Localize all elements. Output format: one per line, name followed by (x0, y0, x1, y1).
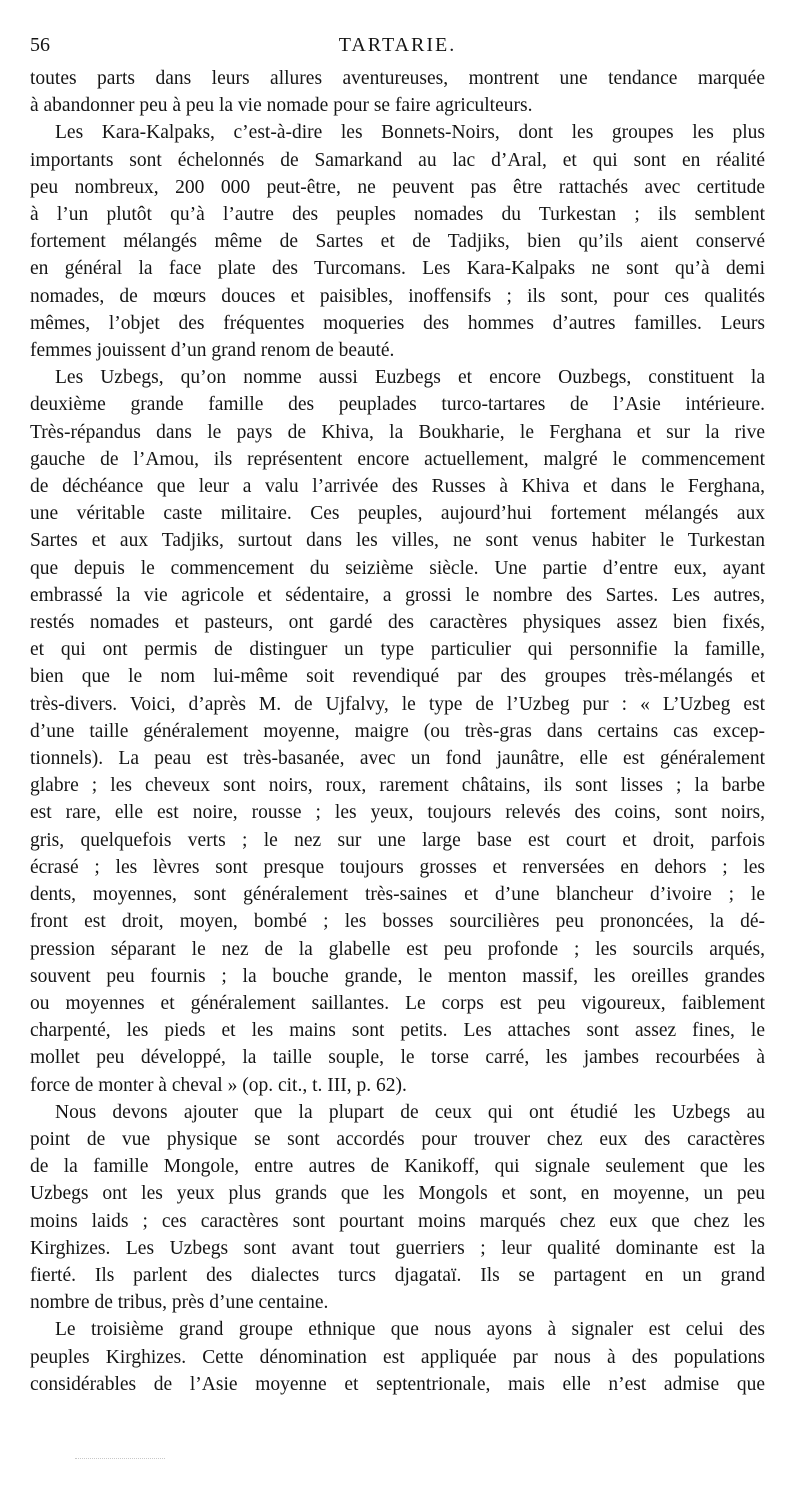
text-line: écrasé ; les lèvres sont presque toujours grosses et renversées en dehors ; les (30, 856, 765, 878)
body-text (30, 65, 765, 1398)
text-line: moins laids ; ces caractères sont pourtant moins marqués chez eux que chez les (30, 1210, 765, 1232)
text-line: que depuis le commencement du seizième siècle. Une partie d’entre eux, ayant (30, 557, 765, 579)
text-line: est rare, elle est noire, rousse ; les yeux, toujours relevés des coins, sont noirs, (30, 802, 765, 824)
text-line: nombre de tribus, près d’une centaine. (30, 1292, 329, 1314)
text-line: Sartes et aux Tadjiks, surtout dans les villes, ne sont venus habiter le Turkestan (30, 530, 765, 552)
text-line: pression séparant le nez de la glabelle est peu profonde ; les sourcils arqués, (30, 938, 765, 960)
text-line: Uzbegs ont les yeux plus grands que les Mongols et sont, en moyenne, un peu (30, 1183, 765, 1205)
text-line: embrassé la vie agricole et sédentaire, a grossi le nombre des Sartes. Les autres, (30, 584, 765, 606)
text-line: Nous devons ajouter que la plupart de ceux qui ont étudié les Uzbegs au (55, 1101, 765, 1123)
text-line: restés nomades et pasteurs, ont gardé des caractères physiques assez bien fixés, (30, 612, 765, 634)
running-title: TARTARIE. (338, 34, 457, 56)
text-line: une véritable caste militaire. Ces peuples, aujourd’hui fortement mélangés aux (30, 503, 765, 525)
text-line: charpenté, les pieds et les mains sont petits. Les attaches sont assez fines, le (30, 1020, 765, 1042)
text-line: force de monter à cheval » (op. cit., t. III, p. 62). (30, 1074, 407, 1096)
text-line: mêmes, l’objet des fréquentes moqueries des hommes d’autres familles. Leurs (30, 312, 765, 334)
text-line: deuxième grande famille des peuplades turco-tartares de l’Asie intérieure. (30, 394, 765, 416)
text-line: considérables de l’Asie moyenne et septentrionale, mais elle n’est admise que (30, 1373, 765, 1395)
text-line: en général la face plate des Turcomans. Les Kara-Kalpaks ne sont qu’à demi (30, 258, 765, 280)
text-line: importants sont échelonnés de Samarkand au lac d’Aral, et qui sont en réalité (30, 149, 765, 171)
text-line: Le troisième grand groupe ethnique que nous ayons à signaler est celui des (55, 1319, 765, 1341)
text-line: ou moyennes et généralement saillantes. Le corps est peu vigoureux, faiblement (30, 992, 765, 1014)
text-line: Les Kara-Kalpaks, c’est-à-dire les Bonnets-Noirs, dont les groupes les plus (55, 122, 765, 144)
page-speckle (75, 1458, 165, 1463)
text-line: bien que le nom lui-même soit revendiqué par des groupes très-mélangés et (30, 666, 765, 688)
text-line: Très-répandus dans le pays de Khiva, la Boukharie, le Ferghana et sur la rive (30, 421, 765, 443)
text-line: et qui ont permis de distinguer un type particulier qui personnifie la famille, (30, 639, 765, 661)
text-line: nomades, de mœurs douces et paisibles, inoffensifs ; ils sont, pour ces qualités (30, 285, 765, 307)
text-line: glabre ; les cheveux sont noirs, roux, rarement châtains, ils sont lisses ; la barbe (30, 775, 765, 797)
text-line: toutes parts dans leurs allures aventureuses, montrent une tendance marquée (30, 68, 765, 89)
page-number: 56 (30, 34, 50, 56)
text-line: gris, quelquefois verts ; le nez sur une large base est court et droit, parfois (30, 829, 765, 851)
text-line: front est droit, moyen, bombé ; les bosses sourcilières peu prononcées, la dé- (30, 911, 765, 933)
text-line: à abandonner peu à peu la vie nomade pour se faire agriculteurs. (30, 95, 533, 117)
text-line: très-divers. Voici, d’après M. de Ujfalvy, le type de l’Uzbeg pur : « L’Uzbeg est (30, 693, 765, 715)
text-line: fierté. Ils parlent des dialectes turcs djagataï. Ils se partagent en un grand (30, 1264, 765, 1286)
text-line: de la famille Mongole, entre autres de Kanikoff, qui signale seulement que les (30, 1156, 765, 1178)
text-line: Les Uzbegs, qu’on nomme aussi Euzbegs et encore Ouzbegs, constituent la (55, 367, 765, 389)
text-line: d’une taille généralement moyenne, maigre (ou très-gras dans certains cas excep- (30, 720, 765, 742)
text-line: fortement mélangés même de Sartes et de Tadjiks, bien qu’ils aient conservé (30, 231, 765, 253)
text-line: souvent peu fournis ; la bouche grande, le menton massif, les oreilles grandes (30, 965, 765, 987)
text-line: mollet peu développé, la taille souple, le torse carré, les jambes recourbées à (30, 1047, 765, 1069)
page-header (30, 30, 765, 60)
text-line: à l’un plutôt qu’à l’autre des peuples nomades du Turkestan ; ils semblent (30, 204, 765, 226)
text-line: de déchéance que leur a valu l’arrivée des Russes à Khiva et dans le Ferghana, (30, 476, 765, 498)
text-line: tionnels). La peau est très-basanée, avec un fond jaunâtre, elle est généralement (30, 748, 765, 770)
text-line: dents, moyennes, sont généralement très-saines et d’une blancheur d’ivoire ; le (30, 884, 765, 906)
text-line: femmes jouissent d’un grand renom de beauté. (30, 340, 395, 362)
text-line: point de vue physique se sont accordés pour trouver chez eux des caractères (30, 1128, 765, 1150)
text-line: peu nombreux, 200 000 peut-être, ne peuvent pas être rattachés avec certitude (30, 176, 765, 198)
text-line: peuples Kirghizes. Cette dénomination est appliquée par nous à des populations (30, 1346, 765, 1368)
text-line: gauche de l’Amou, ils représentent encore actuellement, malgré le commencement (30, 448, 765, 470)
text-line: Kirghizes. Les Uzbegs sont avant tout guerriers ; leur qualité dominante est la (30, 1237, 765, 1259)
